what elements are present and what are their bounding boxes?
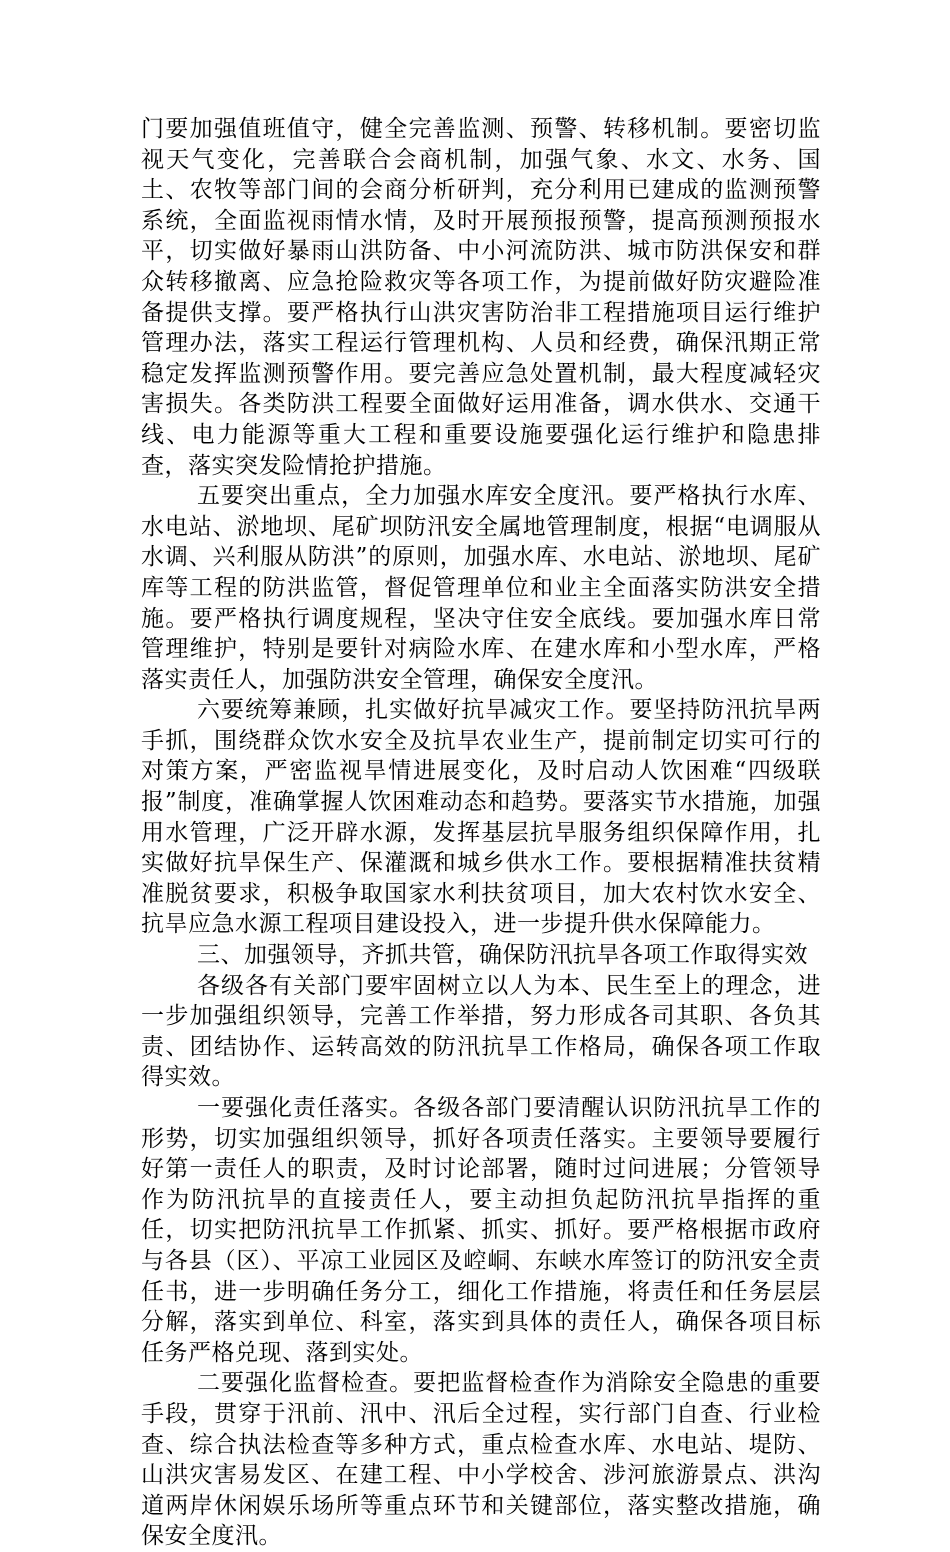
paragraph-supervision: 二要强化监督检查。要把监督检查作为消除安全隐患的重要手段，贯穿于汛前、汛中、汛后全过程，实行部门自查、行业检查、综合执法检查等多种方式，重点检查水库、水电站、堤防、山洪灾害易发区、在建工程、中小学校舍、涉河旅游景点、洪沟道两岸休闲娱乐场所等重点环节和关键部位，落实整改措施，确保安全度汛。 — [141, 1370, 821, 1550]
paragraph-drought-relief: 六要统筹兼顾，扎实做好抗旱减灾工作。要坚持防汛抗旱两手抓，围绕群众饮水安全及抗旱农业生产，提前制定切实可行的对策方案，严密监视旱情进展变化，及时启动人饮困难“四级联报”制度，准确掌握人饮困难动态和趋势。要落实节水措施，加强用水管理，广泛开辟水源，发挥基层抗旱服务组织保障作用，扎实做好抗旱保生产、保灌溉和城乡供水工作。要根据精准扶贫精准脱贫要求，积极争取国家水利扶贫项目，加大农村饮水安全、抗旱应急水源工程项目建设投入，进一步提升供水保障能力。 — [141, 697, 821, 938]
section-heading-leadership: 三、加强领导，齐抓共管，确保防汛抗旱各项工作取得实效 — [197, 942, 808, 969]
paragraph-monitoring-warning: 门要加强值班值守，健全完善监测、预警、转移机制。要密切监视天气变化，完善联合会商机制，加强气象、水文、水务、国土、农牧等部门间的会商分析研判，充分利用已建成的监测预警系统，全面监视雨情水情，及时开展预报预警，提高预测预报水平，切实做好暴雨山洪防备、中小河流防洪、城市防洪保安和群众转移撤离、应急抢险救灾等各项工作，为提前做好防灾避险准备提供支撑。要严格执行山洪灾害防治非工程措施项目运行维护管理办法，落实工程运行管理机构、人员和经费，确保汛期正常稳定发挥监测预警作用。要完善应急处置机制，最大程度减轻灾害损失。各类防洪工程要全面做好运用准备，调水供水、交通干线、电力能源等重大工程和重要设施要强化运行维护和隐患排查，落实突发险情抢护措施。 — [141, 116, 821, 479]
paragraph-leadership-intro: 各级各有关部门要牢固树立以人为本、民生至上的理念，进一步加强组织领导，完善工作举措，努力形成各司其职、各负其责、团结协作、运转高效的防汛抗旱工作格局，确保各项工作取得实效。 — [141, 972, 821, 1091]
document-body — [141, 114, 821, 1552]
paragraph-responsibility: 一要强化责任落实。各级各部门要清醒认识防汛抗旱工作的形势，切实加强组织领导，抓好各项责任落实。主要领导要履行好第一责任人的职责，及时讨论部署，随时过问进展；分管领导作为防汛抗旱的直接责任人，要主动担负起防汛抗旱指挥的重任，切实把防汛抗旱工作抓紧、抓实、抓好。要严格根据市政府与各县（区）、平凉工业园区及崆峒、东峡水库签订的防汛安全责任书，进一步明确任务分工，细化工作措施，将责任和任务层层分解，落实到单位、科室，落实到具体的责任人，确保各项目标任务严格兑现、落到实处。 — [141, 1095, 821, 1366]
paragraph-reservoir-safety: 五要突出重点，全力加强水库安全度汛。要严格执行水库、水电站、淤地坝、尾矿坝防汛安全属地管理制度，根据“电调服从水调、兴利服从防洪”的原则，加强水库、水电站、淤地坝、尾矿库等工程的防洪监管，督促管理单位和业主全面落实防洪安全措施。要严格执行调度规程，坚决守住安全底线。要加强水库日常管理维护，特别是要针对病险水库、在建水库和小型水库，严格落实责任人，加强防洪安全管理，确保安全度汛。 — [141, 483, 821, 693]
